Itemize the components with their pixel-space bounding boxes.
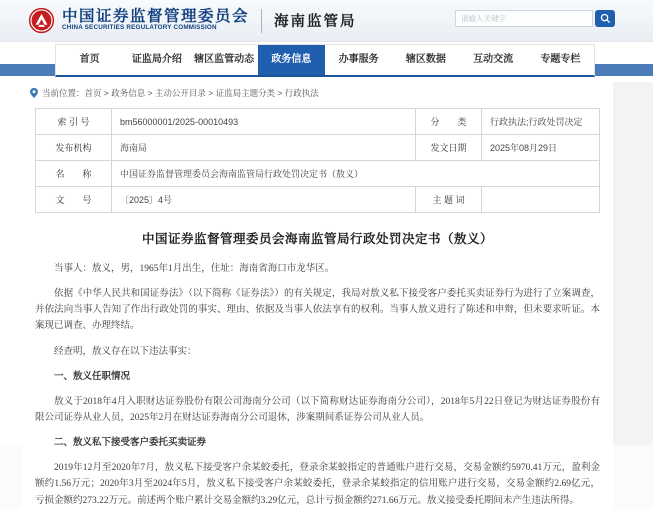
document-paragraph: 经查明，敖义存在以下违法事实：: [54, 346, 197, 357]
document-paragraph: 2019年12月至2020年7月，敖义私下接受客户余某蛟委托，登录余某蛟指定的普通账户进行交易，交易金额约5970.41万元，盈利金额约1.56万元；2020年3月至2024年5月，敖义私下接受客户余某蛟委托，登录余某蛟指定的信用账户进行交易，交易金额约2.69亿元，亏损金额约273.22万元。前述两个账户累计交易金额约3.29亿元，总计亏损金额约271.66万元。敖义接受委托期间未产生违法所得。: [35, 463, 600, 506]
org-name-cn: 中国证券监督管理委员会: [62, 8, 250, 26]
main-nav: [0, 42, 653, 84]
nav-item-interaction[interactable]: 互动交流: [473, 54, 514, 65]
search-button[interactable]: [595, 10, 615, 27]
document-paragraph: 依据《中华人民共和国证券法》（以下简称《证券法》）的有关规定，我局对敖义私下接受客户委托买卖证券行为进行了立案调查，并依法向当事人告知了作出行政处罚的事实、理由、依据及当事人依法享有的权利。当事人敖义进行了陈述和申辩，但未要求听证。本案现已调查、办理终结。: [35, 289, 600, 332]
breadcrumb-prefix: 当前位置：: [42, 88, 85, 98]
header-divider: [261, 9, 262, 33]
csrc-logo[interactable]: [28, 7, 249, 34]
content-area: [21, 104, 613, 509]
nav-item-services[interactable]: 办事服务: [338, 54, 379, 65]
meta-value-doc-no: 〔2025〕4号: [112, 187, 416, 213]
search-icon: [600, 13, 611, 24]
meta-label-index-no: 索 引 号: [36, 109, 112, 135]
meta-label-issue-date: 发文日期: [416, 135, 482, 161]
location-pin-icon: [30, 88, 38, 98]
nav-item-regional-data[interactable]: 辖区数据: [405, 54, 446, 65]
document-paragraph: 敖义于2018年4月入职财达证券股份有限公司海南分公司（以下简称财达证券海南分公司），2018年5月22日登记为财达证券股份有限公司证券从业人员，2025年2月在财达证券海南分公司退休，涉案期间系证券公司从业人员。: [35, 396, 600, 423]
table-row: [36, 109, 600, 135]
nav-item-home[interactable]: 首页: [79, 54, 100, 65]
table-row: [36, 161, 600, 187]
document-paragraph: 当事人：敖义，男，1965年1月出生，住址：海南省海口市龙华区。: [54, 264, 335, 274]
meta-value-issuer: 海南局: [112, 135, 416, 161]
search-area: [455, 10, 615, 27]
document-section-heading: 一、敖义任职情况: [54, 371, 131, 382]
bureau-name: 海南监管局: [274, 14, 357, 30]
meta-label-issuer: 发布机构: [36, 135, 112, 161]
nav-item-regional-news[interactable]: 辖区监管动态: [194, 54, 255, 65]
nav-item-special-columns[interactable]: 专题专栏: [540, 54, 581, 65]
nav-item-gov-info[interactable]: 政务信息: [258, 45, 325, 75]
document-meta-table: [35, 108, 600, 213]
nav-bar: [55, 44, 595, 77]
breadcrumb: [0, 84, 653, 104]
table-row: [36, 135, 600, 161]
meta-value-category: 行政执法;行政处罚决定: [482, 109, 600, 135]
meta-label-name: 名 称: [36, 161, 112, 187]
document-title: 中国证券监督管理委员会海南监管局行政处罚决定书（敖义）: [141, 232, 493, 246]
site-header: [0, 0, 653, 42]
org-name-en: CHINA SECURITIES REGULATORY COMMISSION: [62, 24, 217, 32]
meta-label-subject: 主 题 词: [416, 187, 482, 213]
document-section-heading: 二、敖义私下接受客户委托买卖证券: [54, 438, 207, 449]
meta-value-subject: [482, 187, 600, 213]
document-body: [35, 261, 600, 509]
page-right-gutter: [613, 82, 653, 445]
search-input[interactable]: [455, 10, 593, 27]
meta-label-doc-no: 文 号: [36, 187, 112, 213]
meta-value-index-no: bm56000001/2025-00010493: [112, 109, 416, 135]
meta-value-issue-date: 2025年08月29日: [482, 135, 600, 161]
meta-value-name: 中国证券监督管理委员会海南监管局行政处罚决定书（敖义）: [112, 161, 600, 187]
nav-item-bureau-intro[interactable]: 证监局介绍: [131, 54, 182, 65]
table-row: [36, 187, 600, 213]
csrc-emblem-icon: [28, 7, 55, 34]
meta-label-category: 分 类: [416, 109, 482, 135]
breadcrumb-path[interactable]: 首页 > 政务信息 > 主动公开目录 > 证监局主题分类 > 行政执法: [84, 88, 319, 98]
org-names: [62, 9, 249, 32]
